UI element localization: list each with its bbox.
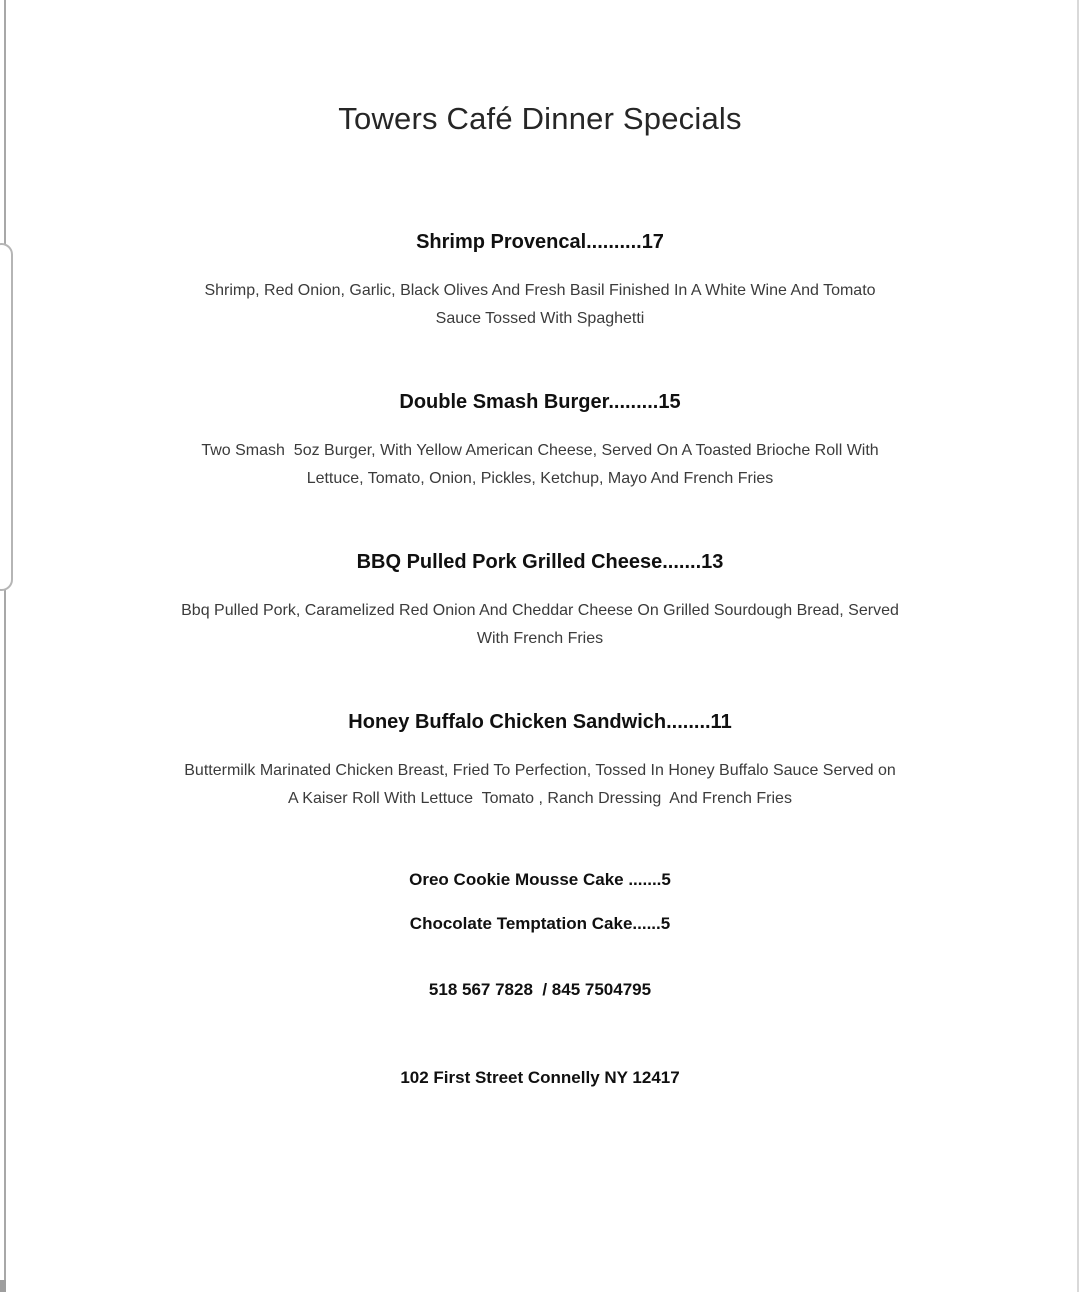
dessert-item-chocolate-temptation-cake: Chocolate Temptation Cake......5 [409,914,671,933]
description-line: With French Fries [476,629,604,647]
menu-item-description [0,437,1080,492]
street-address: 102 First Street Connelly NY 12417 [400,1068,680,1087]
menu-item-description [0,277,1080,332]
menu-item-title: BBQ Pulled Pork Grilled Cheese.......13 [356,551,724,573]
page-bottom-left-notch [0,1280,6,1292]
description-line: Lettuce, Tomato, Onion, Pickles, Ketchup, Mayo And French Fries [306,469,774,487]
page-right-edge-line [1077,0,1079,1292]
menu-item-shrimp-provencal [0,228,1080,332]
description-line: Sauce Tossed With Spaghetti [435,309,645,327]
description-line: Bbq Pulled Pork, Caramelized Red Onion And Cheddar Cheese On Grilled Sourdough Bread, Served [181,602,899,619]
menu-item-bbq-pulled-pork-grilled-cheese [0,548,1080,652]
left-scrollbar-thumb[interactable] [0,243,13,591]
page-left-edge-line [4,0,6,1292]
phone-numbers: 518 567 7828 / 845 7504795 [428,980,652,999]
menu-item-description [0,597,1080,652]
menu-item-title: Shrimp Provencal..........17 [416,231,664,253]
description-line: Buttermilk Marinated Chicken Breast, Fried To Perfection, Tossed In Honey Buffalo Sauce Served on [184,762,896,779]
menu-item-title: Honey Buffalo Chicken Sandwich........11 [348,711,732,733]
description-line: A Kaiser Roll With Lettuce Tomato , Ranch Dressing And French Fries [288,789,792,807]
menu-item-honey-buffalo-chicken-sandwich [0,708,1080,812]
description-line: Shrimp, Red Onion, Garlic, Black Olives And Fresh Basil Finished In A White Wine And Tomato [204,282,876,299]
dessert-item-oreo-cookie-mousse-cake: Oreo Cookie Mousse Cake .......5 [409,870,671,889]
page-title: Towers Café Dinner Specials [338,101,742,136]
menu-item-double-smash-burger [0,388,1080,492]
menu-item-description [0,757,1080,812]
dessert-list [0,868,1080,936]
menu-item-title: Double Smash Burger.........15 [399,391,681,413]
description-line: Two Smash 5oz Burger, With Yellow American Cheese, Served On A Toasted Brioche Roll With [201,442,879,459]
